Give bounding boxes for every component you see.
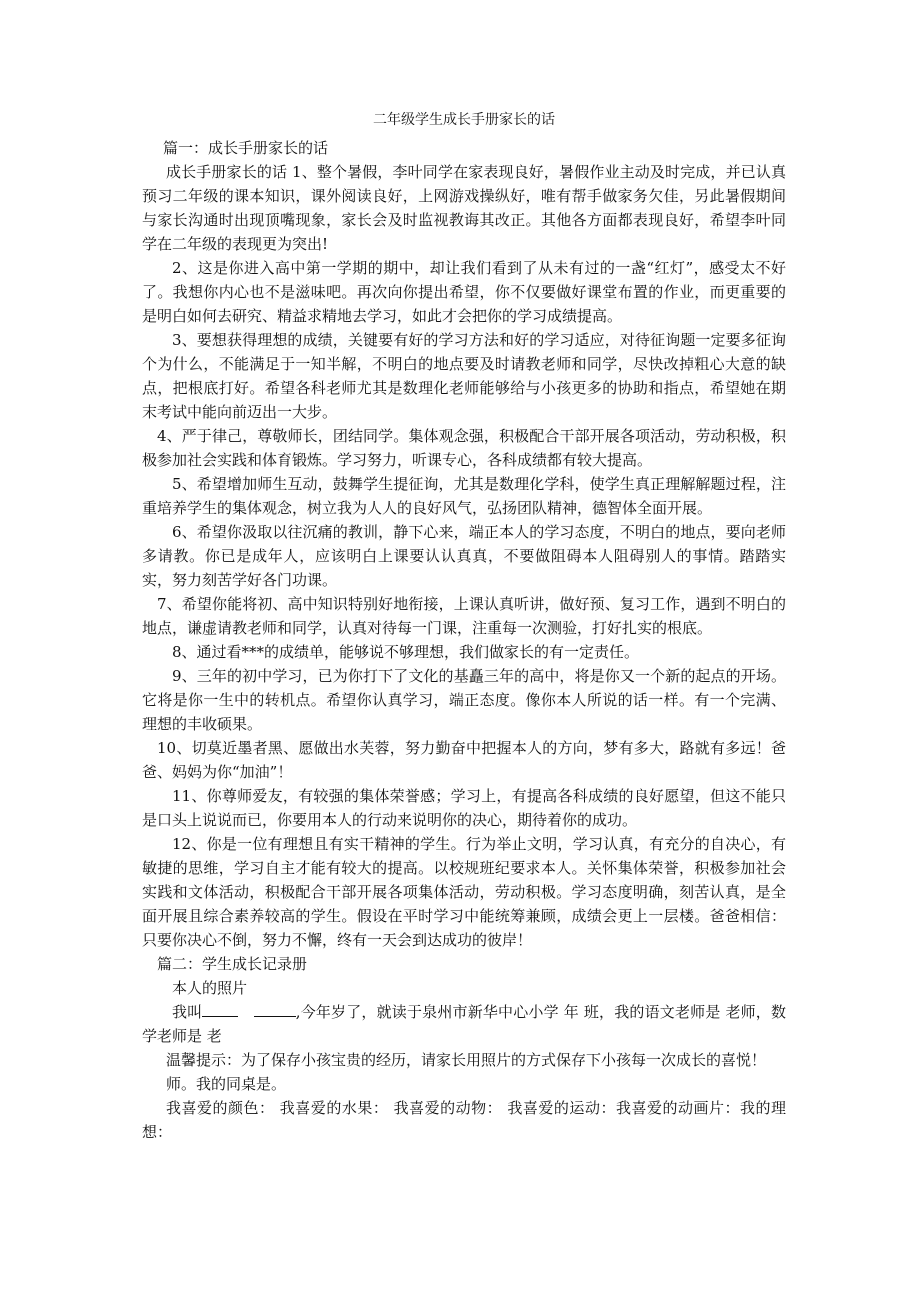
paragraph: 成长手册家长的话 1、整个暑假，李叶同学在家表现良好，暑假作业主动及时完成，并已认真预习二年级的课本知识，课外阅读良好，上网游戏操纵好，唯有帮手做家务欠佳，另此暑假期间与家长沟通时出现顶嘴现象，家长会及时监视教诲其改正。其他各方面都表现良好，希望李叶同学在二年级的表现更为突出!: [142, 163, 786, 253]
intro-line: [142, 1000, 786, 1048]
favorites-line: 我喜爱的颜色： 我喜爱的水果： 我喜爱的动物： 我喜爱的运动：我喜爱的动画片：我的理想：: [142, 1099, 786, 1141]
section-heading: 篇二：学生成长记录册: [157, 955, 308, 973]
paragraph: 12、你是一位有理想且有实干精神的学生。行为举止文明，学习认真，有充分的自决心，有敏捷的思维，学习自主才能有较大的提高。以校规班纪要求本人。关怀集体荣誉，积极参加社会实践和文体活动，积极配合干部开展各项集体活动，劳动积极。学习态度明确，刻苦认真，是全面开展且综合素养较高的学生。假设在平时学习中能统筹兼顾，成绩会更上一层楼。爸爸相信：只要你决心不倒，努力不懈，终有一天会到达成功的彼岸！: [142, 835, 786, 949]
paragraph: 4、严于律己，尊敬师长，团结同学。集体观念强，积极配合干部开展各项活动，劳动积极，积极参加社会实践和体育锻炼。学习努力，听课专心，各科成绩都有较大提高。: [142, 427, 786, 469]
deskmate-line: 师。我的同桌是。: [166, 1075, 287, 1093]
paragraph: 11、你尊师爱友，有较强的集体荣誉感；学习上，有提高各科成绩的良好愿望，但这不能只是口头上说说而已，你要用本人的行动来说明你的决心，期待着你的成功。: [142, 787, 786, 829]
paragraph: 3、要想获得理想的成绩，关键要有好的学习方法和好的学习适应，对待征询题一定要多征询个为什么，不能满足于一知半解，不明白的地点要及时请教老师和同学，尽快改掉粗心大意的缺点，把根底打好。希望各科老师尤其是数理化老师能够给与小孩更多的协助和指点，希望她在期末考试中能向前迈出一大步。: [142, 331, 786, 421]
photo-label: 本人的照片: [172, 979, 248, 997]
document-body: [142, 110, 786, 1144]
document-title: 二年级学生成长手册家长的话: [373, 112, 555, 128]
paragraph: 8、通过看***的成绩单，能够说不够理想，我们做家长的有一定责任。: [172, 643, 640, 661]
paragraph: 6、希望你汲取以往沉痛的教训，静下心来，端正本人的学习态度，不明白的地点，要向老师多请教。你已是成年人，应该明白上课要认认真真，不要做阻碍本人阻碍别人的事情。踏踏实实，努力刻苦学好各门功课。: [142, 523, 786, 589]
name-blank-2: [254, 1002, 296, 1017]
section-heading: 篇一：成长手册家长的话: [163, 139, 329, 157]
paragraph: 7、希望你能将初、高中知识特别好地衔接，上课认真听讲，做好预、复习工作，遇到不明白的地点，谦虚请教老师和同学，认真对待每一门课，注重每一次测验，打好扎实的根底。: [142, 595, 786, 637]
intro-rest: ,今年岁了，就读于泉州市新华中心小学 年 班，我的语文老师是 老师，数学老师是 老: [142, 1003, 786, 1045]
paragraph: 9、三年的初中学习，已为你打下了文化的基矗三年的高中，将是你又一个新的起点的开场。它将是你一生中的转机点。希望你认真学习，端正态度。像你本人所说的话一样。有一个完满、理想的丰收硕果。: [142, 667, 786, 733]
paragraph: 10、切莫近墨者黑、愿做出水芙蓉，努力勤奋中把握本人的方向，梦有多大，路就有多远！爸爸、妈妈为你“加油”！: [142, 739, 786, 781]
intro-prefix: 我叫: [172, 1003, 203, 1021]
name-blank: [202, 1002, 238, 1017]
tip-text: 温馨提示：为了保存小孩宝贵的经历，请家长用照片的方式保存下小孩每一次成长的喜悦！: [166, 1051, 767, 1069]
paragraph: 5、希望增加师生互动，鼓舞学生提征询，尤其是数理化学科，使学生真正理解解题过程，注重培养学生的集体观念，树立我为人人的良好风气，弘扬团队精神，德智体全面开展。: [142, 475, 786, 517]
paragraph: 2、这是你进入高中第一学期的期中，却让我们看到了从未有过的一盏“红灯”，感受太不好了。我想你内心也不是滋味吧。再次向你提出希望，你不仅要做好课堂布置的作业，而更重要的是明白如何去研究、精益求精地去学习，如此才会把你的学习成绩提高。: [142, 259, 786, 325]
